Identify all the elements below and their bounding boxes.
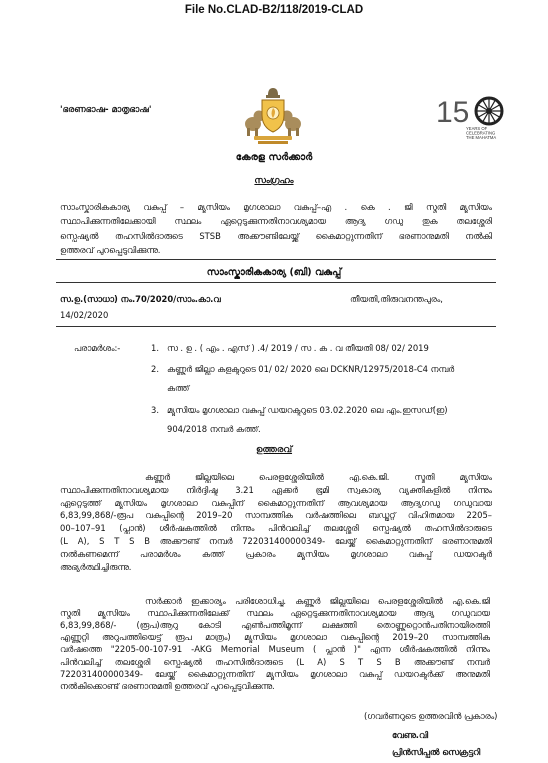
divider: [56, 259, 496, 260]
order-paragraph-2-line: വർഷത്തെ "2205-00-107-91 -AKG Memorial Museum ( പ്ലാൻ )" എന്ന ശീർഷകത്തിൽ നിന്നും: [60, 644, 490, 654]
order-paragraph-1-line: (L A), S T S B അക്കൗണ്ട് നമ്പർ 722031400000349- ലേയ്ക്ക് കൈമാറ്റുന്നതിന് ഭരണാനുമതി: [60, 536, 492, 546]
order-heading-text: ഉത്തരവ്: [255, 445, 293, 455]
order-date: 14/02/2020: [60, 310, 109, 320]
order-paragraph-1-line: ഏറ്റെടുത്ത് മ്യൂസിയം മൃഗശാലാ വകുപ്പിന് കൈമാറ്റുന്നതിന് ആവശ്യമായ ആദ്യഗഡു ഗഡുവായ: [60, 498, 492, 508]
order-paragraph-2-line: 722031400000349- ലേയ്ക്ക് കൈമാറ്റുന്നതിന് മ്യൂസിയം മൃഗശാലാ വകുപ്പ് ഡയറക്ടർക്ക് അനുമതി: [60, 669, 490, 679]
gandhi-150-logo: [436, 92, 510, 140]
department-name: സാംസ്കാരികകാര്യ (ബി) വകുപ്പ്: [206, 267, 342, 278]
signatory-name: വേണു.വി: [392, 730, 429, 740]
order-paragraph-1-line: സ്ഥാപിക്കുന്നതിനാവശ്യമായ നിർദ്ദിഷ്ട 3.21 ഏക്കർ ഭൂമി സ്വകാര്യ വ്യക്തികളിൽ നിന്നും: [60, 485, 492, 495]
kerala-emblem-icon: [244, 86, 302, 148]
reference-number: 1.: [151, 343, 159, 353]
file-number: File No.CLAD-B2/118/2019-CLAD: [184, 4, 364, 16]
order-paragraph-1-line: കണ്ണൂർ ജില്ലയിലെ പെരളശ്ശേരിയിൽ എ.കെ.ജി. സ്മൃതി മ്യൂസിയം: [145, 472, 492, 482]
order-number: സ.ഉ.(സാധാ) നം.70/2020/സാം.കാ.വ: [60, 294, 221, 304]
reference-text: കണ്ണൂർ ജില്ലാ കളക്ടറുടെ 01/ 02/ 2020 ലെ DCKNR/12975/2018-C4 നമ്പർ: [167, 364, 455, 374]
emblem-ribbon: [258, 141, 288, 144]
charkha-wheel-icon: [476, 98, 502, 124]
order-paragraph-1-line: 00–107–91 (പ്ലാൻ) ശീർഷകത്തിൽ നിന്നും പിൻവലിച്ച് തലശ്ശേരി സ്പെഷ്യൽ തഹസിൽദാരുടെ: [60, 523, 492, 533]
signing-authority: (ഗവർണറുടെ ഉത്തരവിൻ പ്രകാരം): [364, 711, 498, 721]
logo-digits: 15: [436, 96, 470, 129]
order-paragraph-1-line: 6,83,99,868/-രൂപ വകുപ്പിന്റെ 2019–20 സാമ്പത്തിക വർഷത്തിലെ ബഡ്ജറ്റ് വിഹിതമായ 2205–: [60, 510, 492, 520]
official-language-motto: 'ഭരണഭാഷ- മാതൃഭാഷ': [60, 105, 152, 115]
order-paragraph-2-line: പിൻവലിച്ച് തലശ്ശേരി സ്പെഷ്യൽ തഹസിൽദാരുടെ (L A) S T S B അക്കൗണ്ട് നമ്പർ: [60, 657, 490, 667]
lion-capital: [266, 88, 280, 98]
order-paragraph-2-line: 6,83,99,868/- (രൂപ)ആറു കോടി എൺപത്തിമൂന്ന് ലക്ഷത്തി തൊണ്ണൂറ്റൊൻപതിനായിരത്തി: [60, 620, 490, 630]
order-paragraph-2-line: നൽകിക്കൊണ്ട് ഭരണാനുമതി ഉത്തരവ് പുറപ്പെടുവിക്കുന്നു.: [60, 681, 275, 691]
order-paragraph-2-line: എണ്ണൂറ്റി അറുപത്തിയെട്ട് രൂപ മാത്രം) മ്യൂസിയം മൃഗശാലാ വകുപ്പിന്റെ 2019–20 സാമ്പത്തിക: [60, 632, 490, 642]
order-paragraph-2-line: സർക്കാർ ഇക്കാര്യം പരിശോധിച്ചു. കണ്ണൂർ ജില്ലയിലെ പെരളശ്ശേരിയിൽ എ.കെ.ജി: [145, 596, 490, 606]
signatory-designation: പ്രിൻസിപ്പൽ സെക്രട്ടറി: [392, 747, 481, 757]
order-paragraph-1-line: അഭ്യർത്ഥിച്ചിരുന്നു.: [60, 562, 132, 572]
divider: [56, 326, 496, 327]
emblem-base: [254, 136, 292, 140]
reference-text: കത്ത്: [167, 383, 190, 393]
logo-text-line: YEARS OF: [466, 126, 488, 131]
logo-text-line: THE MAHATMA: [466, 135, 497, 140]
government-name: കേരള സർക്കാർ: [235, 152, 313, 163]
reference-number: 3.: [151, 405, 159, 415]
summary-heading: [0, 175, 548, 187]
summary-heading-text: സംഗ്രഹം: [254, 176, 294, 186]
government-heading: [0, 151, 548, 165]
reference-text: സ . ഉ . ( എം . എസ് ) .4/ 2019 / സ . ക . വ തീയതി 08/ 02/ 2019: [167, 343, 429, 353]
department-heading: [0, 266, 548, 279]
order-paragraph-2-line: സ്മൃതി മ്യൂസിയം സ്ഥാപിക്കുന്നതിലേക്ക് സ്ഥലം ഏറ്റെടുക്കുന്നതിനാവശ്യമായ ആദ്യ ഗഡുവായ: [60, 608, 490, 618]
summary-line: സാംസ്കാരികകാര്യ വകുപ്പ് – മ്യൂസിയം മൃഗശാലാ വകുപ്പ്–എ . കെ . ജി സ്മൃതി മ്യൂസിയം: [60, 202, 492, 212]
order-heading: [0, 444, 548, 456]
reference-text: മ്യൂസിയം മൃഗശാലാ വകുപ്പ് ഡയറക്ടറുടെ 03.02.2020 ലെ എം.ഇസഡ്(ഇ): [167, 405, 448, 415]
references-label: പരാമർശം:-: [74, 343, 121, 353]
reference-number: 2.: [151, 364, 159, 374]
order-date-label: തീയതി,തിരുവനന്തപുരം,: [350, 294, 443, 304]
logo-text-line: CELEBRATING: [466, 130, 496, 136]
summary-line: സ്പെഷ്യൽ തഹസിൽദാരുടെ STSB അക്കൗണ്ടിലേയ്ക്ക് കൈമാറ്റുന്നതിന് ഭരണാനുമതി നൽകി: [60, 231, 492, 241]
divider: [56, 282, 496, 283]
summary-line: ഉത്തരവ് പുറപ്പെടുവിക്കുന്നു.: [60, 245, 161, 255]
summary-line: സ്ഥാപിക്കുന്നതിലേക്കായി സ്ഥലം ഏറ്റെടുക്കുന്നതിനാവശ്യമായ ആദ്യ ഗഡു തുക തലശ്ശേരി: [60, 216, 492, 226]
reference-text: 904/2018 നമ്പർ കത്ത്.: [167, 424, 261, 434]
order-paragraph-1-line: നൽകണമെന്ന് പരാമർശം കത്ത് പ്രകാരം മ്യൂസിയം മൃഗശാലാ വകുപ്പ് ഡയറക്ടർ: [60, 549, 492, 559]
